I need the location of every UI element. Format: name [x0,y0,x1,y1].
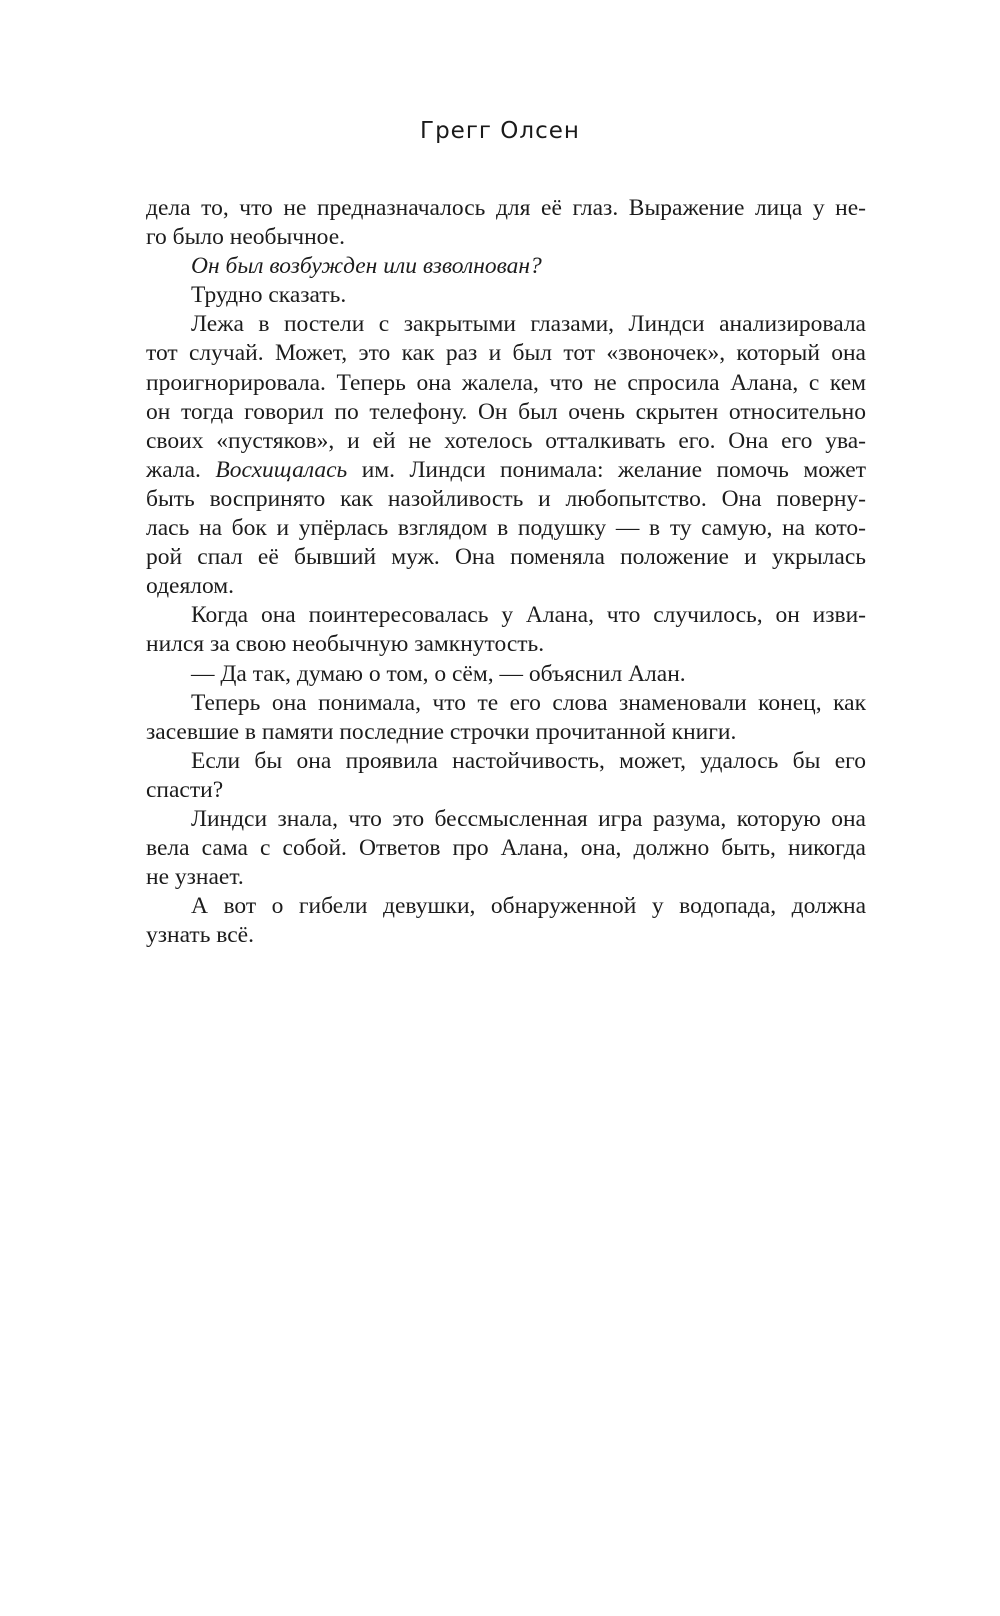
text-line: жала. Восхищалась им. Линдси понимала: желание помочь может [146,456,867,483]
body-text [146,194,866,950]
text-line: своих «пустяков», и ей не хотелось отталкивать его. Она его ува- [146,427,866,454]
text-line: одеялом. [146,573,235,600]
text-line: Он был возбужден или взволнован? [191,253,542,280]
text-line: проигнорировала. Теперь она жалела, что не спросила Алана, с кем [146,369,866,396]
text-line: А вот о гибели девушки, обнаруженной у водопада, должна [191,893,866,920]
running-head: Грегг Олсен [420,118,580,144]
text-line: Линдси знала, что это бессмысленная игра разума, которую она [191,805,866,832]
text-line: Трудно сказать. [191,282,347,309]
text-line: тот случай. Может, это как раз и был тот «звоночек», который она [146,340,866,367]
text-line: дела то, что не предназначалось для её глаз. Выражение лица у не- [146,195,866,221]
text-line: го было необычное. [146,224,346,251]
text-line: Если бы она проявила настойчивость, может, удалось бы его [191,747,866,774]
text-line: узнать всё. [146,922,254,949]
text-line: лась на бок и упёрлась взглядом в подушку — в ту самую, на кото- [146,515,866,542]
text-line: — Да так, думаю о том, о сём, — объяснил Алан. [191,660,686,687]
text-line: засевшие в памяти последние строчки прочитанной книги. [146,718,737,745]
text-line: вела сама с собой. Ответов про Алана, она, должно быть, никогда [146,835,866,862]
text-line: Теперь она понимала, что те его слова знаменовали конец, как [191,689,866,716]
text-line: не узнает. [146,864,244,891]
text-line: Лежа в постели с закрытыми глазами, Линдси анализировала [191,311,866,338]
text-line: быть воспринято как назойливость и любопытство. Она поверну- [146,485,866,512]
text-line: он тогда говорил по телефону. Он был очень скрытен относительно [146,398,866,425]
text-line: Когда она поинтересовалась у Алана, что случилось, он изви- [191,602,866,629]
text-line: рой спал её бывший муж. Она поменяла положение и укрылась [146,544,866,571]
text-line: нился за свою необычную замкнутость. [146,631,545,658]
text-line: спасти? [146,776,224,803]
